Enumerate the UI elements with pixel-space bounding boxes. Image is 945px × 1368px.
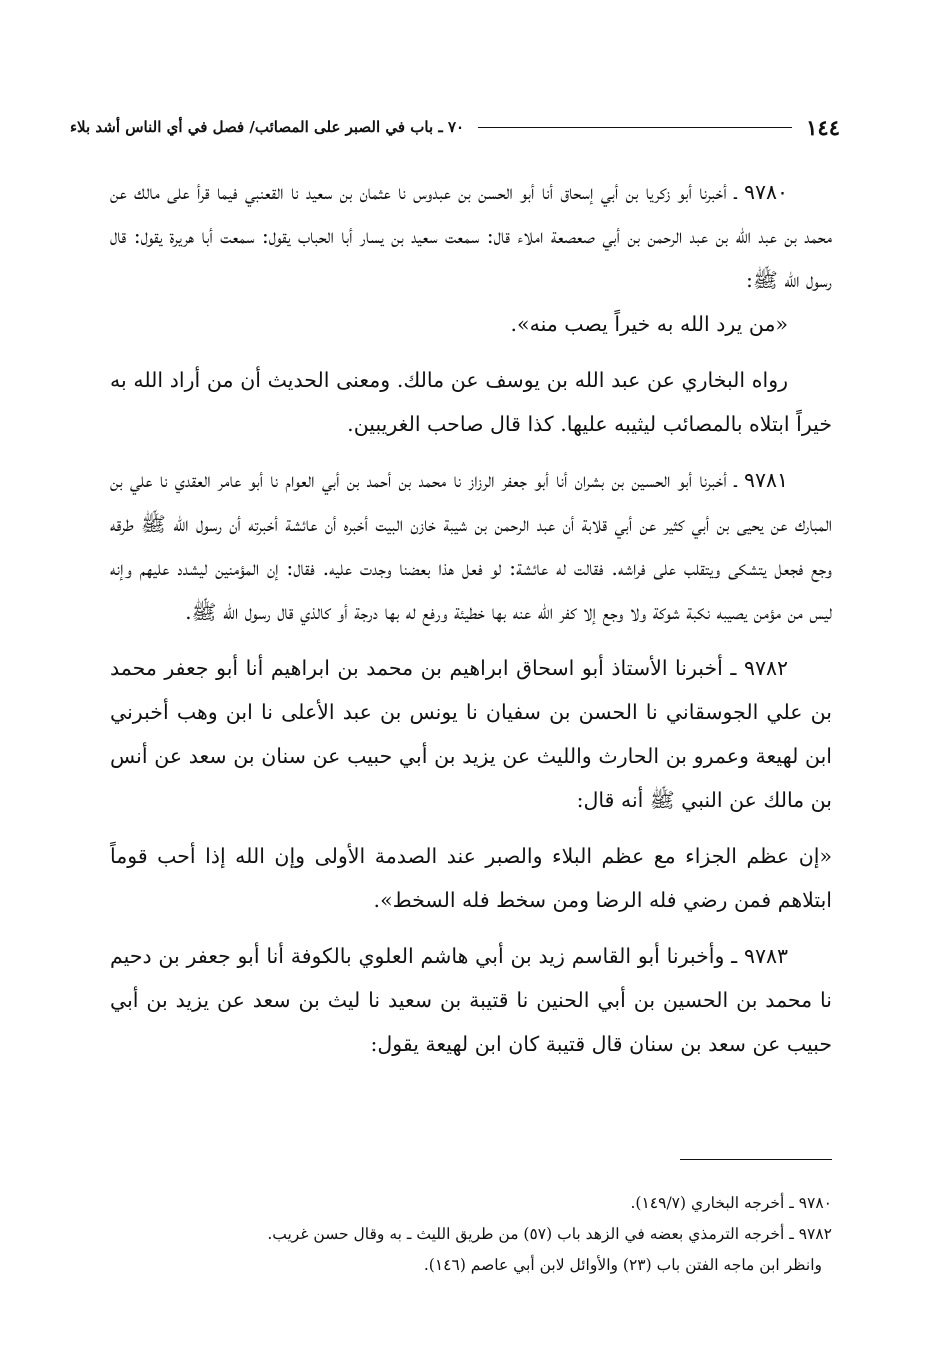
running-title: ٧٠ ـ باب في الصبر على المصائب/ فصل في أي الناس أشد بلاء (70, 118, 465, 136)
footnote-9780: ٩٧٨٠ ـ أخرجه البخاري (١٤٩/٧). (630, 1194, 832, 1212)
main-text (110, 170, 832, 1066)
header-rule (478, 127, 792, 128)
page-number: ١٤٤ (806, 114, 840, 140)
hadith-9782: ٩٧٨٢ ـ أخبرنا الأستاذ أبو اسحاق ابراهيم بن محمد بن ابراهيم أنا أبو جعفر محمد بن علي الجوسقاني نا الحسن بن سفيان نا يونس بن عبد الأعلى نا ابن وهب أخبرني ابن لهيعة وعمرو بن الحارث والليث عن يزيد بن أبي حبيب عن سنان بن سعد عن أنس بن مالك عن النبي ﷺ أنه قال: (110, 656, 832, 812)
footnote-9782-continued: وانظر ابن ماجه الفتن باب (٢٣) والأوائل لابن أبي عاصم (١٤٦). (423, 1256, 822, 1274)
page-header (70, 112, 840, 142)
footnotes (110, 1188, 832, 1281)
hadith-quote: «من يرد الله به خيراً يصب منه». (510, 312, 788, 336)
commentary-paragraph: رواه البخاري عن عبد الله بن يوسف عن مالك. ومعنى الحديث أن من أراد الله به خيراً ابتلاه بالمصائب ليثيبه عليها. كذا قال صاحب الغريبين. (110, 368, 832, 436)
footnote-separator (680, 1159, 832, 1160)
footnote-9782: ٩٧٨٢ ـ أخرجه الترمذي بعضه في الزهد باب (٥٧) من طريق الليث ـ به وقال حسن غريب. (267, 1225, 832, 1243)
hadith-9780: ٩٧٨٠ ـ أخبرنا أبو زكريا بن أبي إسحاق أنا أبو الحسن بن عبدوس نا عثمان بن سعيد نا القعنبي فيما قرأ على مالك عن محمد بن عبد الله بن عبد الرحمن بن أبي صعصعة املاء قال: سمعت سعيد بن يسار أبا الحباب يقول: سمعت أبا هريرة يقول: قال رسول الله ﷺ: (110, 180, 832, 292)
hadith-9781: ٩٧٨١ ـ أخبرنا أبو الحسين بن بشران أنا أبو جعفر الرزاز نا محمد بن أحمد بن أبي العوام نا أبو عامر العقدي نا علي بن المبارك عن يحيى بن أبي كثير عن أبي قلابة أن عبد الرحمن بن شيبة خازن البيت أخبره أن عائشة أخبرته أن رسول الله ﷺ طرقه وجع فجعل يتشكى ويتقلب على فراشه. فقالت له عائشة: لو فعل هذا بعضنا وجدت عليه. فقال: إن المؤمنين ليشدد عليهم وإنه ليس من مؤمن يصيبه نكبة شوكة ولا وجع إلا كفر الله عنه بها خطيئة ورفع له بها درجة أو كالذي قال رسول الله ﷺ. (110, 468, 832, 624)
hadith-9783: ٩٧٨٣ ـ وأخبرنا أبو القاسم زيد بن أبي هاشم العلوي بالكوفة أنا أبو جعفر بن دحيم نا محمد بن الحسين بن أبي الحنين نا قتيبة بن سعيد نا ليث بن سعد عن يزيد بن أبي حبيب عن سعد بن سنان قال قتيبة كان ابن لهيعة يقول: (110, 944, 832, 1056)
hadith-quote: «إن عظم الجزاء مع عظم البلاء والصبر عند الصدمة الأولى وإن الله إذا أحب قوماً ابتلاهم فمن رضي فله الرضا ومن سخط فله السخط». (110, 844, 832, 912)
